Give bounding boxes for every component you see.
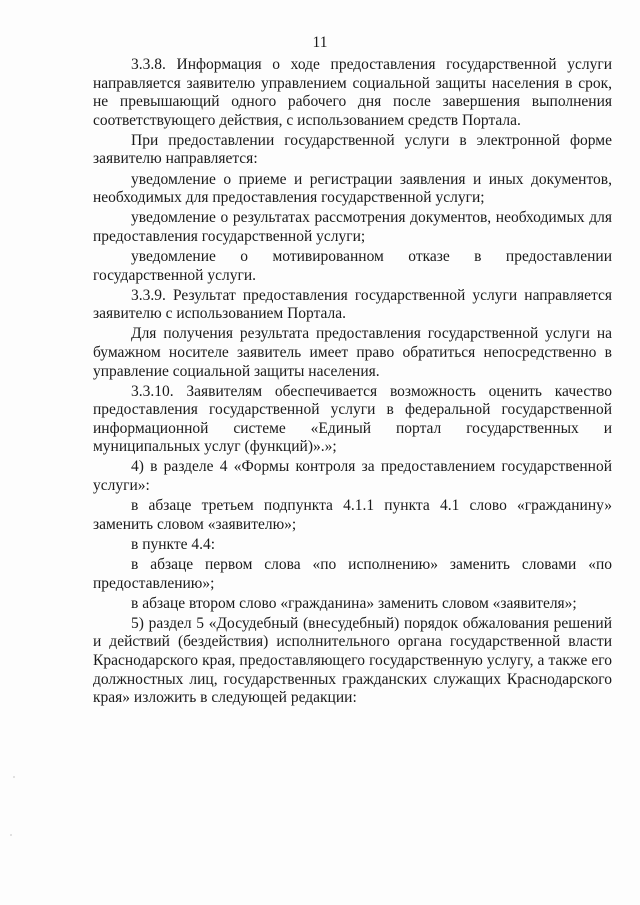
paragraph-notice-receipt: уведомление о приеме и регистрации заявления и иных документов, необходимых для предоставления государственной услуги; (93, 170, 612, 207)
paragraph-section-5: 5) раздел 5 «Досудебный (внесудебный) порядок обжалования решений и действий (бездействия) исполнительного органа государственной власти Краснодарского края, предоставляющего государственную услугу, а также его должностных лиц, государственных гражданских служащих Краснодарского края» изложить в следующей редакции: (93, 614, 612, 707)
paragraph-4-4-first: в абзаце первом слова «по исполнению» заменить словами «по предоставлению»; (93, 555, 612, 592)
paragraph-3-3-10: 3.3.10. Заявителям обеспечивается возможность оценить качество предоставления государственной услуги в федеральной государственной информационной системе «Единый портал государственных и муниципальных услуг (функций)».»; (93, 382, 612, 456)
paragraph-notice-refusal: уведомление о мотивированном отказе в предоставлении государственной услуги. (93, 247, 612, 284)
paragraph-4-4-second: в абзаце втором слово «гражданина» заменить словом «заявителя»; (131, 594, 577, 612)
paragraph-4-1-1: в абзаце третьем подпункта 4.1.1 пункта 4.1 слово «гражданину» заменить словом «заявителю»; (93, 497, 612, 533)
paragraph-4-4: в пункте 4.4: (131, 535, 216, 553)
paragraph-section-4: 4) в разделе 4 «Формы контроля за предоставлением государственной услуги»: (93, 458, 612, 495)
paragraph-notice-results: уведомление о результатах рассмотрения документов, необходимых для предоставления государственной услуги; (93, 209, 612, 245)
paragraph-electronic-form: При предоставлении государственной услуги в электронной форме заявителю направляется: (93, 131, 612, 168)
paragraph-paper-result: Для получения результата предоставления государственной услуги на бумажном носителе заявитель имеет право обратиться непосредственно в управление социальной защиты населения. (93, 325, 612, 380)
page-number: 11 (312, 34, 328, 51)
paragraph-3-3-9: 3.3.9. Результат предоставления государственной услуги направляется заявителю с использованием Портала. (93, 286, 612, 323)
paragraph-3-3-8: 3.3.8. Информация о ходе предоставления государственной услуги направляется заявителю управлением социальной защиты населения в срок, не превышающий одного рабочего дня после завершения выполнения соответствующего действия, с использованием средств Портала. (93, 56, 612, 129)
